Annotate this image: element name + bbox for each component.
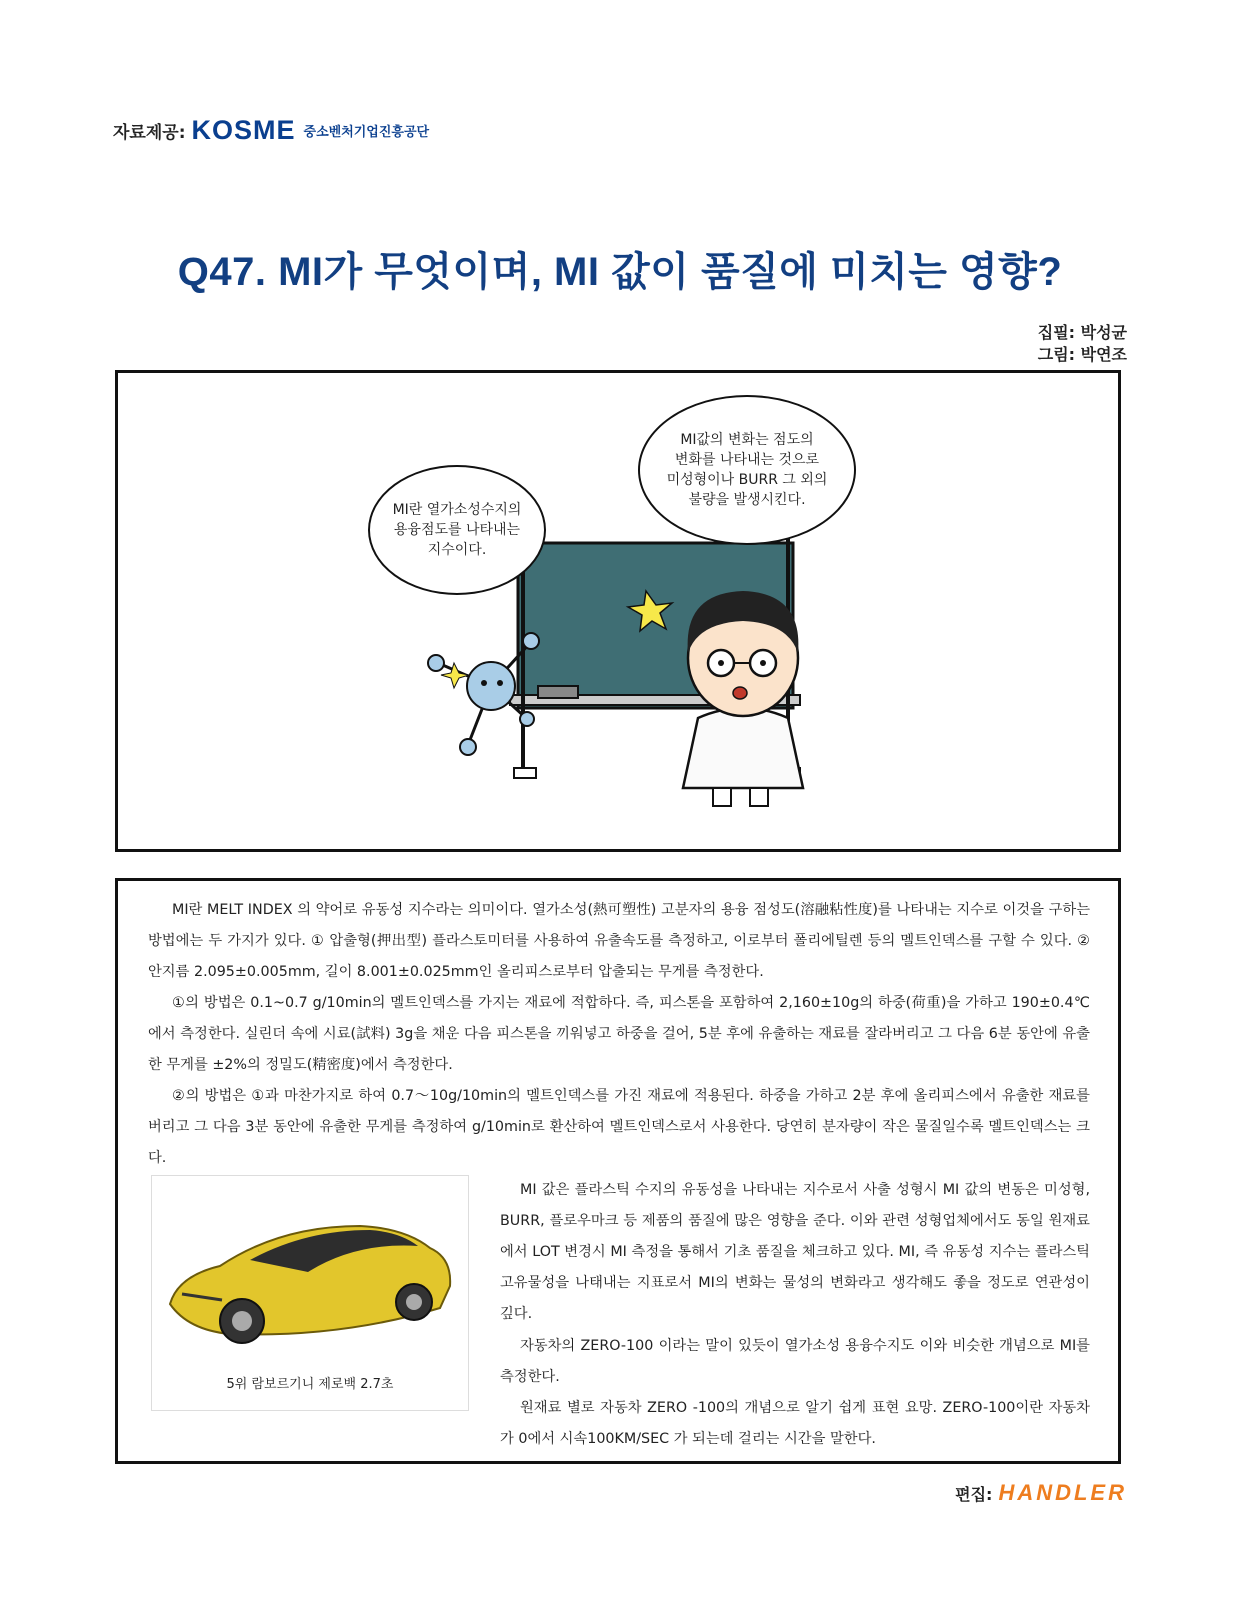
bubble-left-line-3: 지수이다. <box>427 542 487 558</box>
editor-label: 편집: <box>955 1484 993 1504</box>
speech-bubble-right <box>638 395 856 545</box>
source-credit <box>113 112 429 148</box>
bubble-left-line-1: MI란 열가소성수지의 <box>392 502 522 518</box>
car-caption: 5위 람보르기니 제로백 2.7초 <box>226 1377 394 1392</box>
paragraph-2: ①의 방법은 0.1~0.7 g/10min의 멜트인덱스를 가지는 재료에 적합하다. 즉, 피스톤을 포함하여 2,160±10g의 하중(荷重)을 가하고 190±0.4℃에서 측정한다. 실린더 속에 시료(試料) 3g을 채운 다음 피스톤을 끼워넣고 하중을 걸어, 5분 후에 유출하는 재료를 잘라버리고 그 다음 6분 동안에 유출한 무게를 ±2%의 정밀도(精密度)에서 측정한다. <box>148 995 1090 1073</box>
speech-bubble-left <box>368 465 546 595</box>
bubble-right-line-3: 미성형이나 BURR 그 외의 <box>666 472 828 488</box>
paragraph-4: MI 값은 플라스틱 수지의 유동성을 나타내는 지수로서 사출 성형시 MI 값의 변동은 미성형, BURR, 플로우마크 등 제품의 품질에 많은 영향을 준다. 이와 관련 성형업체에서도 동일 원재료에서 LOT 변경시 MI 측정을 통해서 기초 품질을 체크하고 있다. MI, 즉 유동성 지수는 플라스틱 고유물성을 나태내는 지표로서 MI의 변화는 물성의 변화라고 생각해도 좋을 정도로 연관성이 깊다. <box>500 1182 1090 1322</box>
car-image-box <box>151 1175 469 1411</box>
bubble-right-line-2: 변화를 나타내는 것으로 <box>674 452 820 468</box>
paragraph-6: 원재료 별로 자동차 ZERO -100의 개념으로 알기 쉽게 표현 요망. ZERO-100이란 자동차가 0에서 시속100KM/SEC 가 되는데 걸리는 시간을 말한다. <box>500 1400 1090 1447</box>
logo-org-name: 중소벤처기업진흥공단 <box>303 124 430 140</box>
source-label: 자료제공: <box>113 122 186 143</box>
bubble-left-line-2: 용융점도를 나타내는 <box>393 522 521 538</box>
page-title: Q47. MI가 무엇이며, MI 값이 품질에 미치는 영향? <box>177 250 1063 294</box>
cartoon-illustration <box>118 373 1118 849</box>
editor-credit <box>955 1480 1127 1506</box>
logo-text: KOSME <box>191 114 296 145</box>
credits <box>1038 322 1127 366</box>
writer-credit: 집필: 박성균 <box>1037 323 1127 342</box>
bubble-right-line-1: MI값의 변화는 점도의 <box>680 432 814 448</box>
paragraph-5: 자동차의 ZERO-100 이라는 말이 있듯이 열가소성 용융수지도 이와 비슷한 개념으로 MI를 측정한다. <box>500 1338 1090 1385</box>
cartoon-panel <box>115 370 1121 852</box>
article-body <box>115 878 1121 1464</box>
illustrator-credit: 그림: 박연조 <box>1037 345 1127 364</box>
paragraph-1: MI란 MELT INDEX 의 약어로 유동성 지수라는 의미이다. 열가소성(熱可塑性) 고분자의 용융 점성도(溶融粘性度)를 나타내는 지수로 이것을 구하는 방법에는 두 가지가 있다. ① 압출형(押出型) 플라스토미터를 사용하여 유출속도를 측정하고, 이로부터 폴리에틸렌 등의 멜트인덱스를 구할 수 있다. ② 안지름 2.095±0.005mm, 길이 8.001±0.025mm인 올리피스로부터 압출되는 무게를 측정한다. <box>148 902 1090 980</box>
handler-logo: HANDLER <box>998 1480 1127 1505</box>
bubble-right-line-4: 불량을 발생시킨다. <box>688 492 806 508</box>
paragraph-3: ②의 방법은 ①과 마찬가지로 하여 0.7～10g/10min의 멜트인덱스를 가진 재료에 적용된다. 하중을 가하고 2분 후에 올리피스에서 유출한 재료를 버리고 그 다음 3분 동안에 유출한 무게를 측정하여 g/10min로 환산하여 멜트인덱스로서 사용한다. 당연히 분자량이 작은 물질일수록 멜트인덱스는 크다. <box>148 1088 1090 1166</box>
sports-car-icon <box>152 1176 468 1366</box>
kosme-logo <box>192 115 430 146</box>
